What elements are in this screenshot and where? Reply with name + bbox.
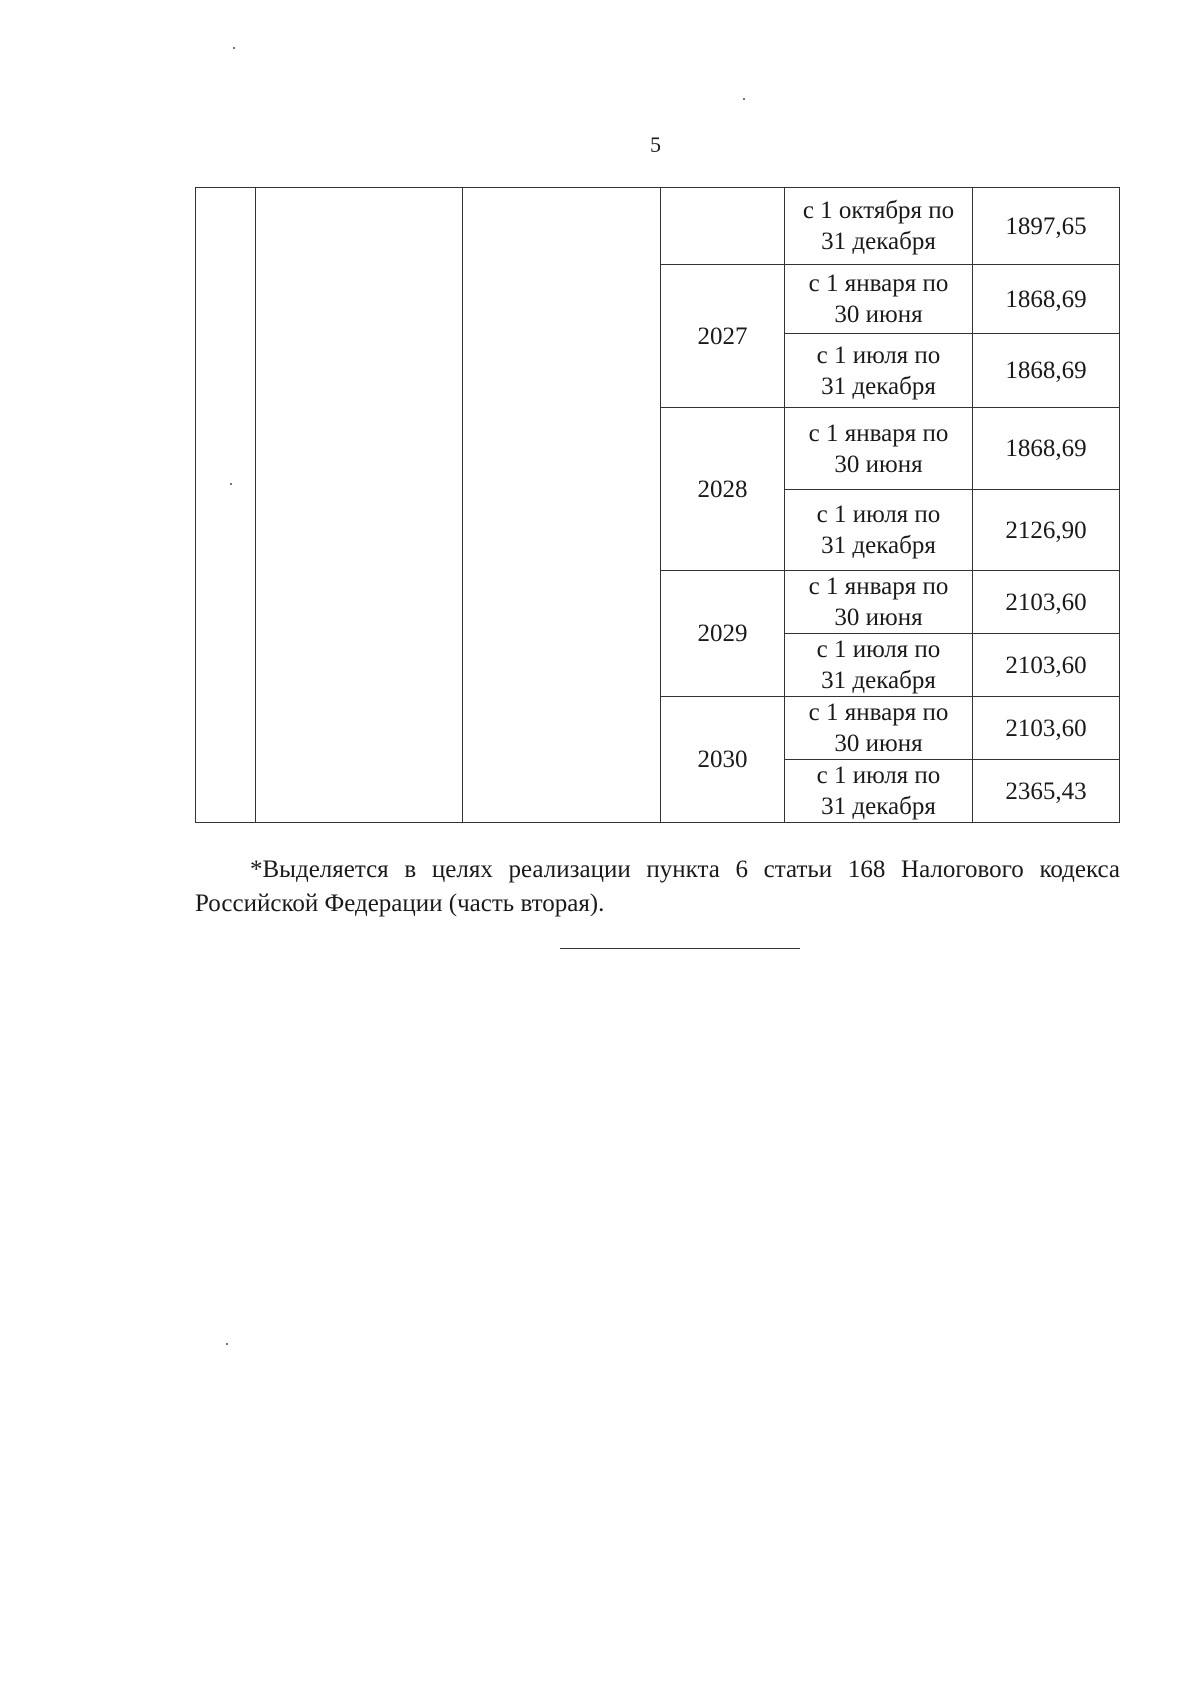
value-cell: 1868,69 bbox=[973, 408, 1120, 490]
value-cell: 1868,69 bbox=[973, 265, 1120, 334]
year-cell: 2028 bbox=[661, 408, 785, 571]
empty-cell-number bbox=[196, 188, 256, 823]
empty-cell-category bbox=[463, 188, 661, 823]
period-cell: с 1 июля по 31 декабря bbox=[785, 760, 973, 823]
scan-speck bbox=[743, 98, 745, 100]
scan-speck bbox=[226, 1343, 228, 1345]
value-cell: 2365,43 bbox=[973, 760, 1120, 823]
empty-cell-name bbox=[256, 188, 463, 823]
footnote bbox=[195, 853, 1120, 921]
value-cell: 1868,69 bbox=[973, 334, 1120, 408]
end-divider bbox=[560, 948, 800, 949]
footnote-text: *Выделяется в целях реализации пункта 6 статьи 168 Налогового кодекса Российской Федерации (часть вторая). bbox=[195, 856, 1120, 917]
year-cell: 2029 bbox=[661, 571, 785, 697]
year-cell: 2027 bbox=[661, 265, 785, 408]
scan-speck bbox=[233, 47, 235, 49]
period-cell: с 1 июля по 31 декабря bbox=[785, 490, 973, 571]
year-cell bbox=[661, 188, 785, 265]
page-number: 5 bbox=[650, 132, 661, 157]
period-cell: с 1 июля по 31 декабря bbox=[785, 634, 973, 697]
value-cell: 2126,90 bbox=[973, 490, 1120, 571]
period-cell: с 1 января по 30 июня bbox=[785, 697, 973, 760]
period-cell: с 1 июля по 31 декабря bbox=[785, 334, 973, 408]
value-cell: 2103,60 bbox=[973, 634, 1120, 697]
year-cell: 2030 bbox=[661, 697, 785, 823]
value-cell: 2103,60 bbox=[973, 697, 1120, 760]
period-cell: с 1 января по 30 июня bbox=[785, 265, 973, 334]
table-row bbox=[196, 188, 1120, 265]
tariff-table bbox=[195, 187, 1120, 823]
period-cell: с 1 октября по 31 декабря bbox=[785, 188, 973, 265]
period-cell: с 1 января по 30 июня bbox=[785, 408, 973, 490]
period-cell: с 1 января по 30 июня bbox=[785, 571, 973, 634]
value-cell: 1897,65 bbox=[973, 188, 1120, 265]
value-cell: 2103,60 bbox=[973, 571, 1120, 634]
